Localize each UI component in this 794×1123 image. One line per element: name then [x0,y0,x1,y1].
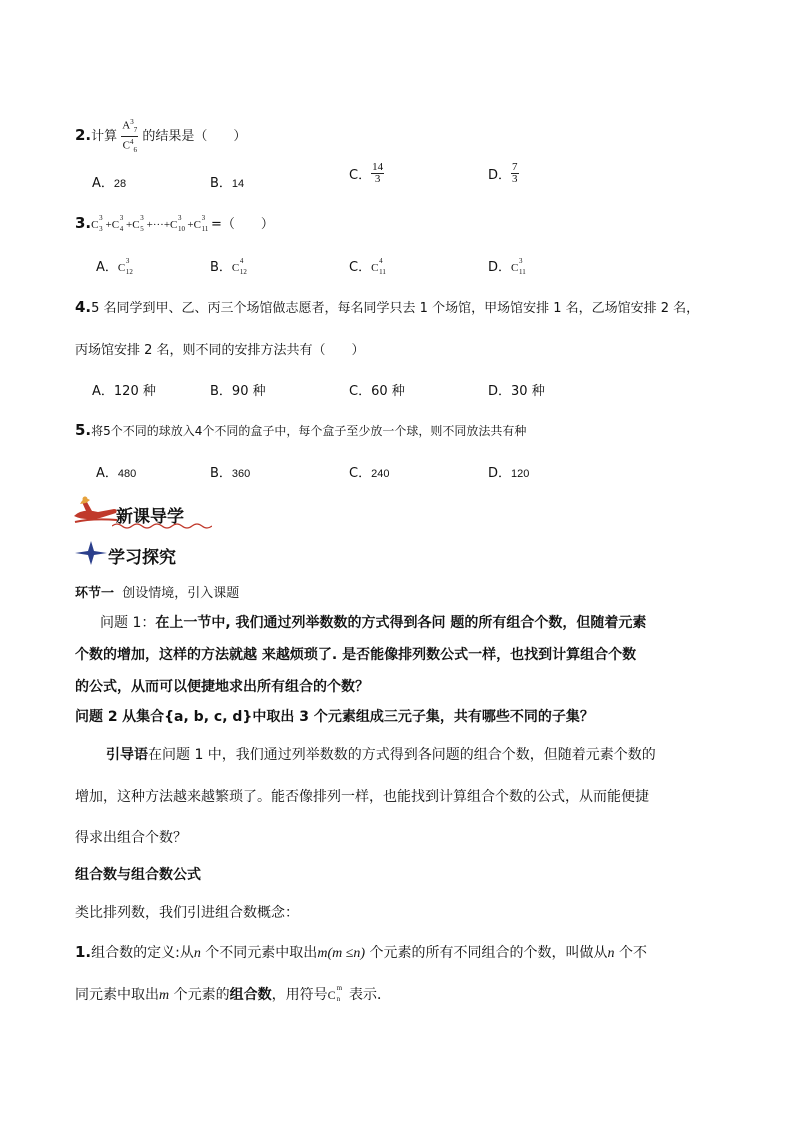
definition-line1: 1.组合数的定义:从n 个不同元素中取出m(m ≤n) 个元素的所有不同组合的个数，叫做从n 个不 [75,943,647,961]
four-point-star-icon [74,540,108,566]
section-heading-new-lesson [72,494,212,528]
option-c: C．60 种 [349,384,405,399]
wavy-underline-icon [112,522,212,530]
option-b: B．14 [210,176,245,191]
option-a: A．480 [96,466,137,481]
combination-term: C 3 10 [170,214,186,233]
option-d: D． $\frac{7}{3}$ [488,161,518,185]
option-b: B．360 [210,466,251,481]
option-d: D．120 [488,466,530,481]
option-c: C． $\frac{14}{3}$ [349,161,384,185]
option-a: A．120 种 [92,384,156,399]
analogy-text: 类比排列数，我们引进组合数概念： [75,905,299,921]
problem-1-line2: 个数的增加，这样的方法就越 来越烦琐了. 是否能像排列数公式一样，也找到计算组合个数 [75,647,637,663]
question-5: 5.将5个不同的球放入4个不同的盒子中，每个盒子至少放一个球，则不同放法共有种 [75,421,527,439]
question-number: 2. [75,125,92,144]
guide-line2: 增加，这种方法越来越繁琐了。能否像排列一样，也能找到计算组合个数的公式，从而能便捷 [75,789,649,805]
option-c: C．240 [349,466,390,481]
question-4-line2: 丙场馆安排 2 名，则不同的安排方法共有（ ） [75,343,365,358]
question-prefix: 计算 [91,128,118,144]
section-title: 学习探究 [108,548,176,568]
question-4: 4.5 名同学到甲、乙、丙三个场馆做志愿者，每名同学只去 1 个场馆，甲场馆安排 1 名，乙场馆安排 2 名， [75,298,700,316]
fraction-numerator: $A^3_7$ [121,117,138,137]
option-b: B．90 种 [210,384,266,399]
combination-term: C 3 11 [193,214,209,233]
option-a: A．28 [92,176,127,191]
guide-line3: 得求出组合个数？ [75,830,187,846]
question-suffix: 的结果是（ ） [142,128,247,144]
problem-1-line1: 问题 1：在上一节中, 我们通过列举数数的方式得到各问 题的所有组合个数，但随着元素 [100,615,647,631]
option-b: B．C 4 12 [210,257,247,276]
subheading: 组合数与组合数公式 [75,867,201,883]
question-3: 3.C 3 3 +C 3 4 +C 3 5 +···+C 3 10 +C 3 11 =（ ） [75,214,274,233]
guide-line1: 引导语在问题 1 中，我们通过列举数数的方式得到各问题的组合个数，但随着元素个数的 [106,747,656,763]
combination-term: C 3 5 [132,214,144,233]
fraction-denominator: $C^4_6$ [122,137,137,154]
combination-symbol: C m n [327,984,343,1003]
stage-heading: 环节一 创设情境，引入课题 [75,586,240,601]
question-2 [75,117,246,156]
definition-line2: 同元素中取出m 个元素的组合数，用符号C m n 表示． [75,984,392,1003]
option-d: D．30 种 [488,384,545,399]
option-d: D．C 3 11 [488,257,526,276]
combination-term: C 3 4 [111,214,124,233]
problem-2: 问题 2 从集合{a, b, c, d}中取出 3 个元素组成三元子集，共有哪些不同的子集？ [75,709,594,725]
section-title: 新课导学 [116,507,184,527]
option-a: A．C 3 12 [96,257,133,276]
option-c: C．C 4 11 [349,257,386,276]
question-number: 3. [75,214,92,232]
problem-1-line3: 的公式，从而可以便捷地求出所有组合的个数？ [75,679,369,695]
combination-term: C 3 3 [91,214,103,233]
fraction-a-over-c [121,117,138,156]
